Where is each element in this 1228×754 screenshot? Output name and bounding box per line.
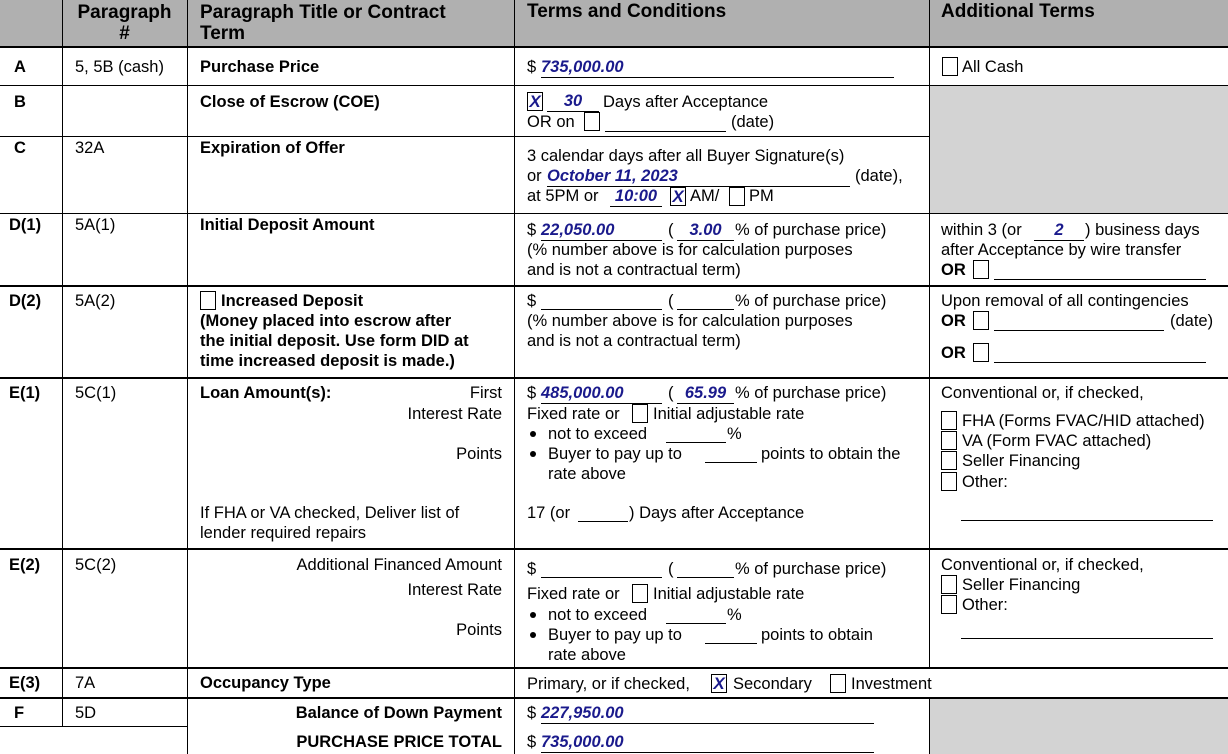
other-checkbox[interactable] (941, 472, 957, 491)
coe-days-label: Days after Acceptance (603, 93, 769, 111)
row-id: E(1) (9, 384, 41, 402)
adjustable-rate-checkbox[interactable] (632, 584, 648, 603)
va-label: VA (Form FVAC attached) (962, 432, 1152, 450)
increased-date-checkbox[interactable] (973, 311, 989, 330)
row-paragraph: 7A (75, 674, 96, 692)
row-paragraph: 5C(2) (75, 556, 117, 574)
additional-amount-field[interactable] (541, 577, 662, 578)
interest-rate-label: Interest Rate (407, 405, 502, 423)
deposit-alt-field[interactable] (994, 279, 1206, 280)
not-to-exceed-label: not to exceed (548, 606, 648, 624)
open-paren: ( (668, 560, 674, 578)
days17-label: 17 (or (527, 504, 571, 522)
row-paragraph: 5A(1) (75, 216, 116, 234)
initial-deposit-pct-field[interactable]: 3.00 (677, 221, 734, 241)
down-payment-field[interactable]: 227,950.00 (541, 704, 874, 724)
expiration-date-field[interactable]: October 11, 2023 (547, 167, 850, 187)
fixed-rate-label: Fixed rate or (527, 405, 620, 423)
days-after-label: ) Days after Acceptance (629, 504, 805, 522)
other-label: Other: (962, 473, 1008, 491)
row-paragraph: 5, 5B (cash) (75, 58, 164, 76)
row-title: Expiration of Offer (200, 139, 345, 157)
dollar-sign: $ (527, 292, 537, 310)
first-label: First (469, 384, 502, 402)
primary-label: Primary, or if checked, (527, 675, 690, 693)
purchase-price-field[interactable]: 735,000.00 (541, 58, 894, 78)
deposit-days-field[interactable]: 2 (1034, 221, 1084, 241)
adjustable-rate-label: Initial adjustable rate (653, 405, 805, 423)
row-paragraph: 5A(2) (75, 292, 116, 310)
expiration-at5: at 5PM or (527, 187, 599, 205)
expiration-time-field[interactable]: 10:00 (610, 187, 662, 207)
dollar-sign: $ (527, 560, 537, 578)
all-cash-label: All Cash (962, 58, 1024, 76)
expiration-line1: 3 calendar days after all Buyer Signature(s) (527, 147, 845, 165)
row-title: Initial Deposit Amount (200, 216, 375, 234)
header-title: Paragraph Title or Contract Term (200, 2, 446, 44)
row-id: F (14, 704, 25, 722)
row-title: Additional Financed Amount (296, 556, 502, 574)
pm-label: PM (749, 187, 774, 205)
row-id: B (14, 93, 26, 111)
pct-note: (% number above is for calculation purposes and is not a contractual term) (527, 241, 853, 279)
header-additional: Additional Terms (941, 1, 1095, 22)
va-checkbox[interactable] (941, 431, 957, 450)
dollar-sign: $ (527, 221, 537, 239)
points-obtain-label: points to obtain (761, 626, 873, 644)
other-field[interactable] (961, 638, 1213, 639)
increased-date-field[interactable] (994, 330, 1164, 331)
or-label: OR (941, 312, 966, 330)
row-paragraph: 5C(1) (75, 384, 117, 402)
coe-date-field[interactable] (605, 131, 726, 132)
row-title: Close of Escrow (COE) (200, 93, 380, 111)
row-id: D(1) (9, 216, 42, 234)
percent-label: % (727, 606, 742, 624)
dollar-sign: $ (527, 704, 537, 722)
expiration-or: or (527, 167, 542, 185)
other-checkbox[interactable] (941, 595, 957, 614)
coe-date-label: (date) (731, 113, 775, 131)
expiration-date-label: (date), (855, 167, 903, 185)
or-label: OR (941, 261, 966, 279)
rate-above-label: rate above (548, 646, 626, 664)
row-title: Purchase Price (200, 58, 320, 76)
or-label: OR (941, 344, 966, 362)
upon-removal-label: Upon removal of all contingencies (941, 292, 1189, 310)
fha-va-note: If FHA or VA checked, Deliver list of lender required repairs (200, 504, 460, 542)
row-id: E(3) (9, 674, 41, 692)
coe-days-field[interactable]: 30 (547, 92, 599, 112)
other-label: Other: (962, 596, 1008, 614)
repairs-days-field[interactable] (578, 521, 628, 522)
within-label: within 3 (or (941, 221, 1022, 239)
row-b-additional-shaded (930, 86, 1228, 213)
dollar-sign: $ (527, 384, 537, 402)
total-title: PURCHASE PRICE TOTAL (296, 733, 502, 751)
fha-label: FHA (Forms FVAC/HID attached) (962, 412, 1205, 430)
coe-days-checkbox[interactable]: X (527, 92, 543, 111)
increased-date-label: (date) (1170, 312, 1214, 330)
pct-label: % of purchase price) (735, 384, 887, 402)
pct-label: % of purchase price) (735, 560, 887, 578)
additional-pct-field[interactable] (677, 577, 734, 578)
seller-financing-label: Seller Financing (962, 452, 1081, 470)
all-cash-checkbox[interactable] (942, 57, 958, 76)
row-title: Occupancy Type (200, 674, 331, 692)
buyer-pay-label: Buyer to pay up to (548, 626, 682, 644)
adjustable-rate-label: Initial adjustable rate (653, 585, 805, 603)
increased-alt-checkbox[interactable] (973, 343, 989, 362)
total-field[interactable]: 735,000.00 (541, 733, 874, 753)
investment-label: Investment (851, 675, 932, 693)
am-label: AM/ (690, 187, 720, 205)
pct-label: % of purchase price) (735, 221, 887, 239)
pm-checkbox[interactable] (729, 187, 745, 206)
row-title: Balance of Down Payment (295, 704, 502, 722)
dollar-sign: $ (527, 733, 537, 751)
deposit-alt-checkbox[interactable] (973, 260, 989, 279)
row-id: C (14, 139, 26, 157)
secondary-label: Secondary (733, 675, 812, 693)
points-label: Points (456, 621, 502, 639)
dollar-sign: $ (527, 58, 537, 76)
seller-financing-label: Seller Financing (962, 576, 1081, 594)
pct-note: (% number above is for calculation purposes and is not a contractual term) (527, 312, 853, 350)
increased-deposit-checkbox[interactable] (200, 291, 216, 310)
interest-rate-label: Interest Rate (407, 581, 502, 599)
open-paren: ( (668, 292, 674, 310)
increased-deposit-field[interactable] (541, 309, 662, 310)
adjustable-rate-checkbox[interactable] (632, 404, 648, 423)
pct-label: % of purchase price) (735, 292, 887, 310)
rate-cap-field[interactable] (666, 442, 726, 443)
business-days-label: ) business days (1085, 221, 1200, 239)
conventional-label: Conventional or, if checked, (941, 556, 1144, 574)
percent-label: % (727, 425, 742, 443)
row-id: D(2) (9, 292, 42, 310)
increased-alt-field[interactable] (994, 362, 1206, 363)
after-acceptance-label: after Acceptance by wire transfer (941, 241, 1182, 259)
row-id: A (14, 58, 26, 76)
points-obtain-label: points to obtain the (761, 445, 901, 463)
buyer-pay-label: Buyer to pay up to (548, 445, 682, 463)
seller-financing-checkbox[interactable] (941, 575, 957, 594)
row-title: Increased Deposit (221, 292, 364, 310)
row-title: Loan Amount(s): (200, 384, 332, 402)
open-paren: ( (668, 221, 674, 239)
coe-or-on: OR on (527, 113, 575, 131)
increased-deposit-desc: (Money placed into escrow after the initial deposit. Use form DID at time increased deposit is made.) (200, 312, 469, 370)
header-terms: Terms and Conditions (527, 1, 727, 22)
other-field[interactable] (961, 520, 1213, 521)
points-field[interactable] (705, 643, 757, 644)
row-id: E(2) (9, 556, 41, 574)
header-paragraph: Paragraph # (77, 2, 172, 44)
fixed-rate-label: Fixed rate or (527, 585, 620, 603)
row-f-additional-shaded (930, 698, 1228, 754)
increased-deposit-pct-field[interactable] (677, 309, 734, 310)
secondary-checkbox[interactable]: X (711, 674, 727, 693)
open-paren: ( (668, 384, 674, 402)
conventional-label: Conventional or, if checked, (941, 384, 1144, 402)
row-paragraph: 5D (75, 704, 97, 722)
loan-pct-field[interactable]: 65.99 (677, 384, 734, 404)
rate-above-label: rate above (548, 465, 626, 483)
seller-financing-checkbox[interactable] (941, 451, 957, 470)
fha-checkbox[interactable] (941, 411, 957, 430)
rate-cap-field[interactable] (666, 623, 726, 624)
loan-amount-field[interactable]: 485,000.00 (541, 384, 662, 404)
coe-date-checkbox[interactable] (584, 112, 600, 131)
investment-checkbox[interactable] (830, 674, 846, 693)
initial-deposit-field[interactable]: 22,050.00 (541, 221, 662, 241)
row-paragraph: 32A (75, 139, 105, 157)
points-field[interactable] (705, 462, 757, 463)
points-label: Points (456, 445, 502, 463)
not-to-exceed-label: not to exceed (548, 425, 648, 443)
am-checkbox[interactable]: X (670, 187, 686, 206)
